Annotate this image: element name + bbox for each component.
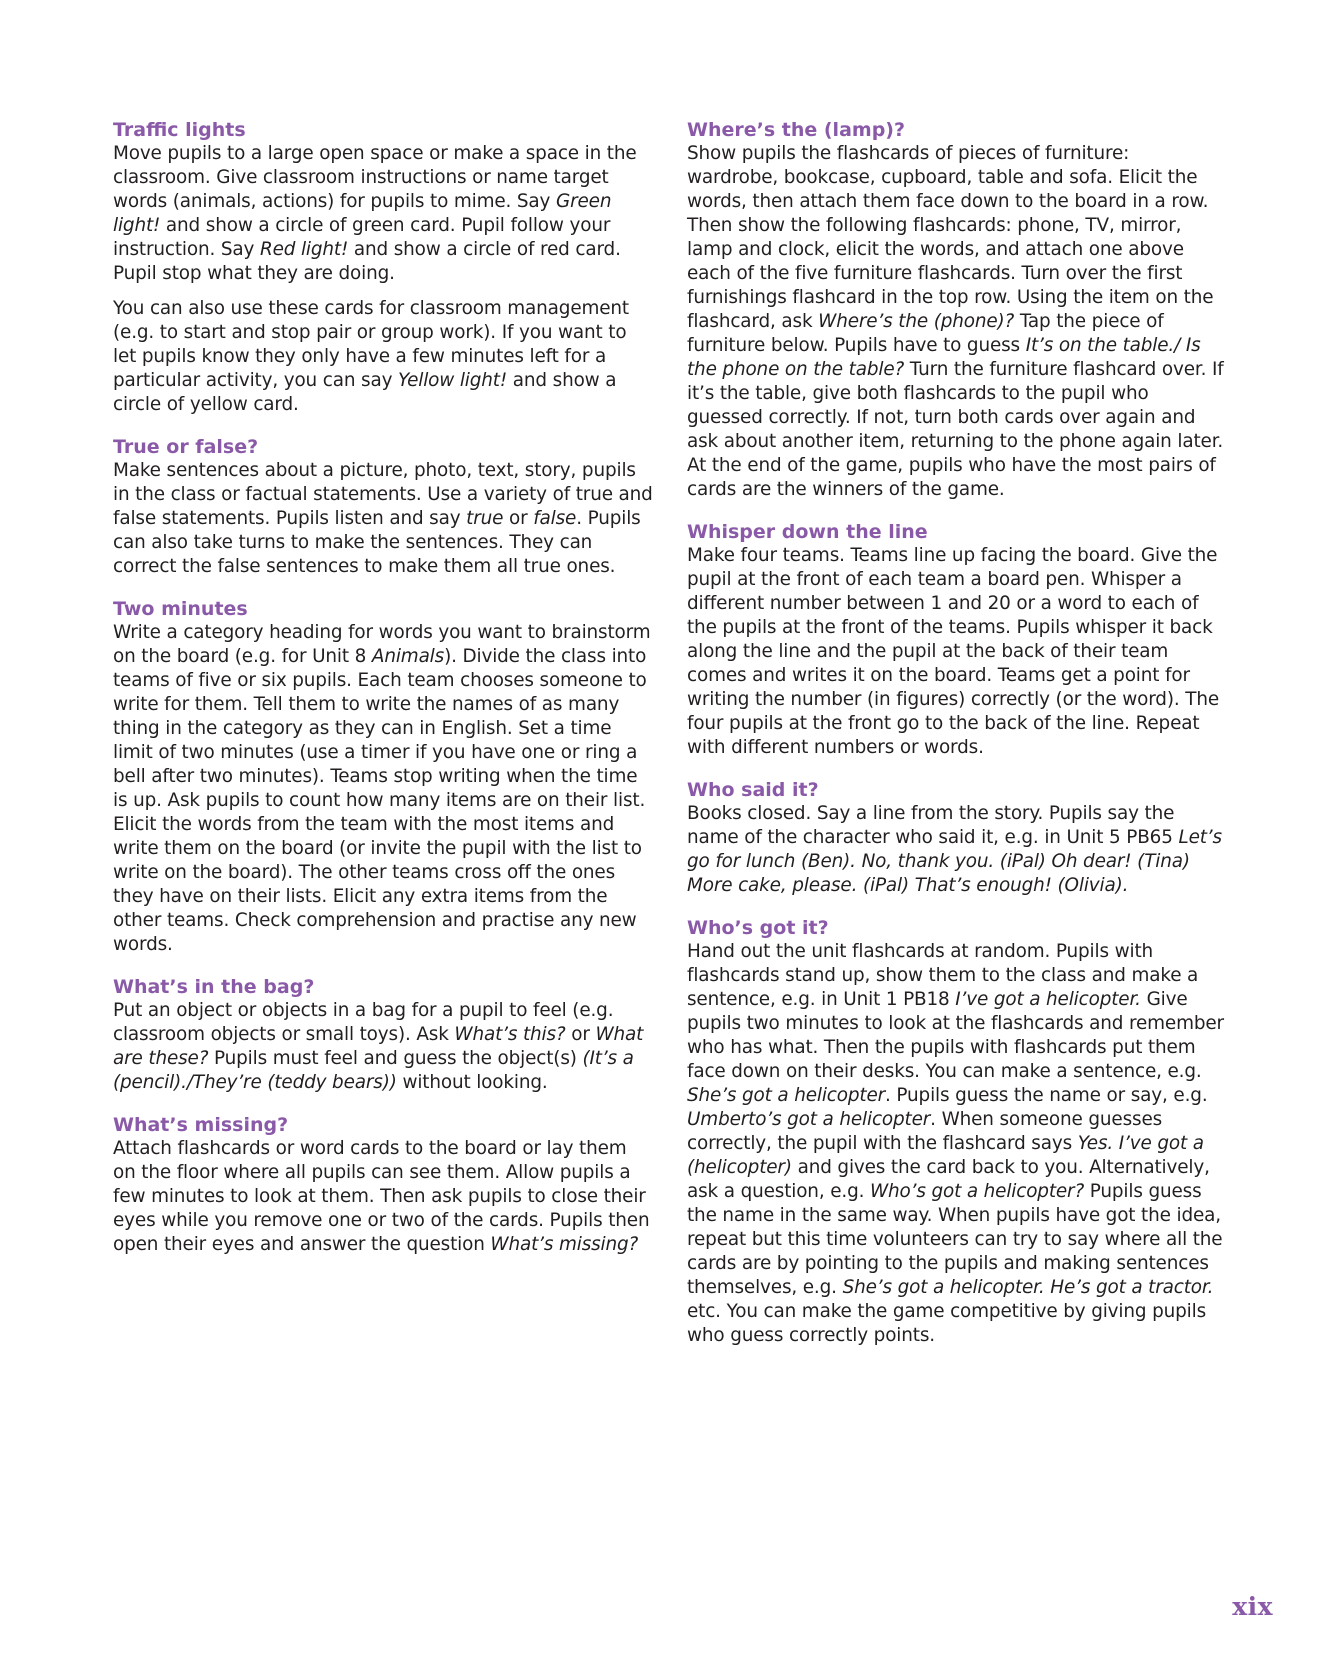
italic-text: Yes. I’ve got a (helicopter) xyxy=(687,1133,1204,1178)
text-run: . When someone guesses correctly, the pupil with the flashcard says xyxy=(687,1109,1163,1154)
section-who-said-it xyxy=(687,778,1225,898)
text-run: Show pupils the flashcards of pieces of furniture: wardrobe, bookcase, cupboard, table and sofa. Elicit the words, then attach them face down to the board in a row. Then show the following flashcards: phone, TV, mirror, lamp and clock, elicit the words, and attach one above each of the five furniture flashcards. Turn over the first furnishings flashcard in the top row. Using the item on the flashcard, ask xyxy=(687,143,1214,332)
italic-text: Red light! xyxy=(259,239,349,260)
body-paragraph xyxy=(687,544,1225,760)
text-run: You can also use these cards for classroom management (e.g. to start and stop pair or group work). If you want to let pupils know they only have a few minutes left for a particular activity, you can say xyxy=(113,298,629,391)
section-whats-missing xyxy=(113,1113,653,1257)
body-paragraph xyxy=(113,999,653,1095)
text-run: Pupils must feel and guess the object(s) xyxy=(208,1048,583,1069)
text-run: and show a circle of yellow card. xyxy=(113,370,617,415)
italic-text: false xyxy=(533,508,577,529)
italic-text: Animals xyxy=(371,646,445,667)
text-run: Give pupils two minutes to look at the flashcards and remember who has what. Then the pupils with flashcards put them face down on their desks. You can make a sentence, e.g. xyxy=(687,989,1224,1082)
section-heading: Who’s got it? xyxy=(687,917,829,939)
italic-text: Umberto’s got a helicopter xyxy=(687,1109,931,1130)
text-run: Pupils guess the name in the same way. When pupils have got the idea, repeat but this time volunteers can try to say where all the cards are by pointing to the pupils and making sentences themselves, e.g. xyxy=(687,1181,1223,1298)
italic-text: Let’s go for lunch (Ben). No, thank you. (iPal) Oh dear! (Tina) More cake, please. (iPal) That’s enough! (Olivia). xyxy=(687,827,1222,896)
text-run: Hand out the unit flashcards at random. Pupils with flashcards stand up, show them to the class and make a sentence, e.g. in Unit 1 PB18 xyxy=(687,941,1199,1010)
text-run: Move pupils to a large open space or make a space in the classroom. Give classroom instructions or name target words (animals, actions) for pupils to mime. Say xyxy=(113,143,637,212)
section-heading: Whisper down the line xyxy=(687,521,928,543)
body-paragraph xyxy=(113,1137,653,1257)
text-run: Books closed. Say a line from the story. Pupils say the name of the character who said it, e.g. in Unit 5 PB65 xyxy=(687,803,1179,848)
body-paragraph xyxy=(687,142,1225,502)
section-true-or-false xyxy=(113,435,653,579)
text-run: . Pupils can also take turns to make the sentences. They can correct the false sentences to make them all true ones. xyxy=(113,508,641,577)
section-heading: Who said it? xyxy=(687,779,819,801)
section-heading: Two minutes xyxy=(113,598,248,620)
section-heading: Traffic lights xyxy=(113,119,246,141)
text-run: and show a circle of red card. Pupil stop what they are doing. xyxy=(113,239,621,284)
italic-text: She’s got a helicopter. He’s got a tractor. xyxy=(842,1277,1214,1298)
section-traffic-lights xyxy=(113,118,653,417)
text-run: etc. You can make the game competitive by giving pupils who guess correctly points. xyxy=(687,1301,1206,1346)
text-run: Attach flashcards or word cards to the board or lay them on the floor where all pupils can see them. Allow pupils a few minutes to look at them. Then ask pupils to close their eyes while you remove one or two of the cards. Pupils then open their eyes and answer the question xyxy=(113,1138,650,1255)
section-heading: What’s missing? xyxy=(113,1114,289,1136)
text-run: or xyxy=(565,1024,596,1045)
italic-text: (It’s a (pencil)./They’re (teddy bears)) xyxy=(113,1048,634,1093)
section-whisper-down-the-line xyxy=(687,520,1225,760)
italic-text: true xyxy=(466,508,504,529)
text-run: and show a circle of green card. Pupil follow your instruction. Say xyxy=(113,215,611,260)
text-run: Make sentences about a picture, photo, text, story, pupils in the class or factual statements. Use a variety of true and false statements. Pupils listen and say xyxy=(113,460,653,529)
body-paragraph xyxy=(113,459,653,579)
text-run: Put an object or objects in a bag for a pupil to feel (e.g. classroom objects or small toys). Ask xyxy=(113,1000,614,1045)
section-wheres-the-lamp xyxy=(687,118,1225,502)
section-whos-got-it xyxy=(687,916,1225,1348)
text-run: ). Divide the class into teams of five or six pupils. Each team chooses someone to write for them. Tell them to write the names of as many thing in the category as they can in English. Set a time limit of two minutes (use a timer if you have one or ring a bell after two minutes). Teams stop writing when the time is up. Ask pupils to count how many items are on their list. Elicit the words from the team with the most items and write them on the board (or invite the pupil with the list to write on the board). The other teams cross off the ones they have on their lists. Elicit any extra items from the other teams. Check comprehension and practise any new words. xyxy=(113,646,647,955)
italic-text: Who’s got a helicopter? xyxy=(869,1181,1085,1202)
italic-text: She’s got a helicopter xyxy=(687,1085,886,1106)
body-paragraph xyxy=(113,297,653,417)
italic-text: Where’s the (phone)? xyxy=(818,311,1015,332)
left-column xyxy=(113,118,653,1275)
italic-text: Green light! xyxy=(113,191,612,236)
section-two-minutes xyxy=(113,597,653,957)
italic-text: I’ve got a helicopter. xyxy=(955,989,1141,1010)
section-heading: Where’s the (lamp)? xyxy=(687,119,905,141)
section-heading: True or false? xyxy=(113,436,259,458)
text-run: and gives the card back to you. Alternatively, ask a question, e.g. xyxy=(687,1157,1210,1202)
italic-text: What are these? xyxy=(113,1024,644,1069)
text-run: or xyxy=(503,508,534,529)
right-column xyxy=(687,118,1225,1366)
italic-text: Yellow light! xyxy=(398,370,508,391)
italic-text: What’s this? xyxy=(454,1024,566,1045)
section-whats-in-the-bag xyxy=(113,975,653,1095)
section-heading: What’s in the bag? xyxy=(113,976,315,998)
body-paragraph xyxy=(113,142,653,286)
text-run: without looking. xyxy=(396,1072,548,1093)
page-number: xix xyxy=(1232,1592,1273,1621)
body-paragraph xyxy=(687,940,1225,1348)
text-run: Tap the piece of furniture below. Pupils have to guess xyxy=(687,311,1164,356)
italic-text: It’s on the table./ Is the phone on the table? xyxy=(687,335,1201,380)
text-run: Make four teams. Teams line up facing the board. Give the pupil at the front of each team a board pen. Whisper a different number between 1 and 20 or a word to each of the pupils at the front of the teams. Pupils whisper it back along the line and the pupil at the back of their team comes and writes it on the board. Teams get a point for writing the number (in figures) correctly (or the word). The four pupils at the front go to the back of the line. Repeat with different numbers or words. xyxy=(687,545,1219,758)
text-run: . Pupils guess the name or say, e.g. xyxy=(885,1085,1208,1106)
body-paragraph xyxy=(687,802,1225,898)
text-run: Write a category heading for words you want to brainstorm on the board (e.g. for Unit 8 xyxy=(113,622,651,667)
italic-text: What’s missing? xyxy=(490,1234,639,1255)
text-run: Turn the furniture flashcard over. If it’s the table, give both flashcards to the pupil who guessed correctly. If not, turn both cards over again and ask about another item, returning to the phone again later. At the end of the game, pupils who have the most pairs of cards are the winners of the game. xyxy=(687,359,1224,500)
body-paragraph xyxy=(113,621,653,957)
